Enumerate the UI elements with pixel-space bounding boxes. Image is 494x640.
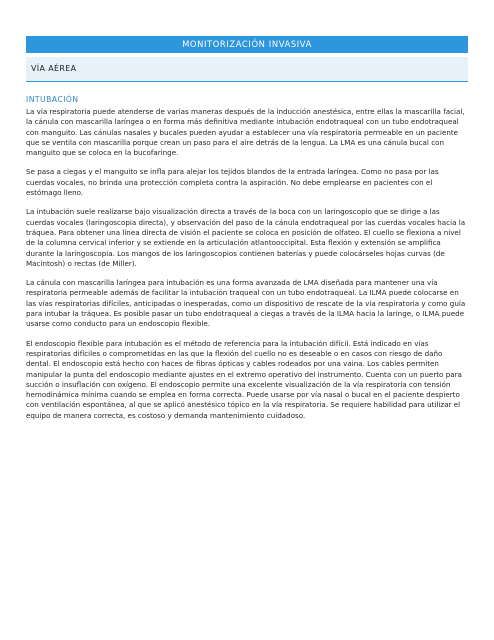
document-page xyxy=(26,36,468,430)
subsection-heading: INTUBACIÓN xyxy=(26,95,79,104)
paragraph-2: Se pasa a ciegas y el manguito se infla para alejar los tejidos blandos de la entrada laríngea. Como no pasa por las cuerdas vocales, no brinda una protección completa contra la aspiración. No debe emplearse en pacientes con el estómago lleno. xyxy=(26,167,439,198)
page-banner-title: MONITORIZACIÓN INVASIVA xyxy=(26,36,468,53)
paragraph-4: La cánula con mascarilla laríngea para intubación es una forma avanzada de LMA diseñada para mantener una vía respiratoria permeable además de facilitar la intubación traqueal con un tubo endotraqueal. La ILMA puede colocarse en las vías respiratorias difíciles, anticipadas o inesperadas, como un dispositivo de rescate de la vía respiratoria y como guía para intubar la tráquea. Es posible pasar un tubo endotraqueal a ciegas a través de la ILMA hacia la laringe, o ILMA puede usarse como conducto para un endoscopio flexible. xyxy=(26,278,466,329)
paragraph-3: La intubación suele realizarse bajo visualización directa a través de la boca con un laringoscopio que se dirige a las cuerdas vocales (laringoscopia directa), y observación del paso de la cánula endotraqueal por las cuerdas vocales hacia la tráquea. Para obtener una línea directa de visión el paciente se coloca en posición de olfateo. El cuello se flexiona a nivel de la columna cervical inferior y se extiende en la articulación atlantooccipital. Esta flexión y extensión se amplifica durante la laringoscopia. Los mangos de los laringoscopios contienen baterías y puede colocárseles hojas curvas (de Macintosh) o rectas (de Miller). xyxy=(26,207,466,268)
section-title: VÍA AÉREA xyxy=(26,57,468,82)
paragraph-1: La vía respiratoria puede atenderse de varias maneras después de la inducción anestésica, entre ellas la mascarilla facial, la cánula con mascarilla laríngea o en forma más definitiva mediante intubación endotraqueal con un tubo endotraqueal con manguito. Las cánulas nasales y bucales pueden ayudar a establecer una vía respiratoria permeable en un paciente que se ventila con mascarilla porque crean un paso para el aire detrás de la lengua. La LMA es una cánula bucal con manguito que se coloca en la bucofaringe. xyxy=(26,107,465,158)
paragraph-5: El endoscopio flexible para intubación es el método de referencia para la intubación difícil. Está indicado en vías respiratorias difíciles o comprometidas en las que la flexión del cuello no es deseable o en casos con riesgo de daño dental. El endoscopio está hecho con haces de fibras ópticas y cables rodeados por una vaina. Los cables permiten manipular la punta del endoscopio mediante ajustes en el extremo operativo del instrumento. Cuenta con un puerto para succión o insuflación con oxígeno. El endoscopio permite una excelente visualización de la vía respiratoria con tensión hemodinámica mínima cuando se emplea en forma correcta. Puede usarse por vía nasal o bucal en el paciente despierto con ventilación espontánea, al que se aplicó anestésico tópico en la vía respiratoria. Se requiere habilidad para utilizar el equipo de manera correcta, es costoso y demanda mantenimiento cuidadoso. xyxy=(26,338,462,420)
